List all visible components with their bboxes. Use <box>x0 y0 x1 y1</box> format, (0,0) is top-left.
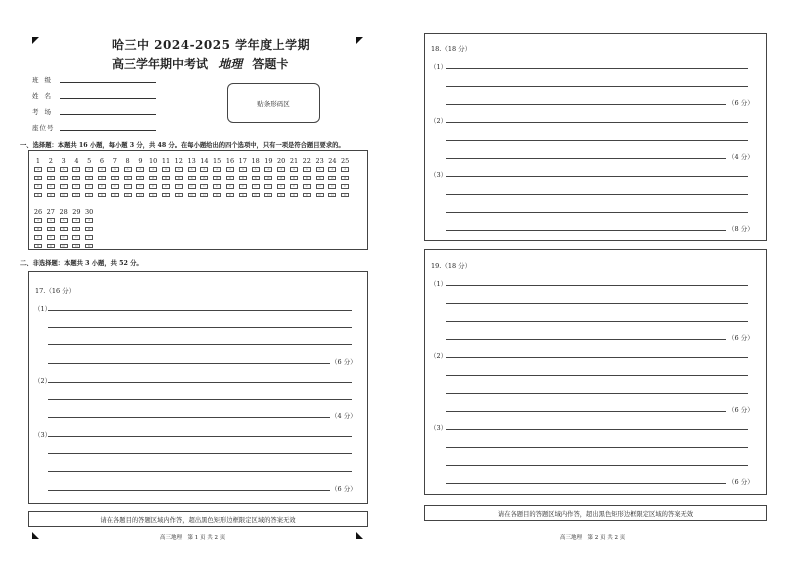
answer-line[interactable] <box>48 344 352 345</box>
mc-option-bubble[interactable]: A <box>226 167 234 172</box>
mc-option-bubble[interactable]: D <box>239 193 247 198</box>
mc-option-bubble[interactable]: D <box>98 193 106 198</box>
answer-line[interactable] <box>48 453 352 454</box>
answer-line[interactable] <box>446 375 748 376</box>
q17-title: 17.（16 分） <box>35 287 76 295</box>
mc-option-bubble[interactable]: A <box>111 167 119 172</box>
mc-option-bubble[interactable]: C <box>60 184 68 189</box>
mc-option-bubble[interactable]: B <box>98 176 106 181</box>
footer-page2: 高三地理 第 2 页 共 2 页 <box>560 535 626 541</box>
mc-option-bubble[interactable]: B <box>213 176 221 181</box>
mc-option-bubble[interactable]: B <box>60 227 68 232</box>
mc-option-bubble[interactable]: C <box>34 184 42 189</box>
mc-option-bubble[interactable]: C <box>341 184 349 189</box>
mc-option-bubble[interactable]: B <box>316 176 324 181</box>
answer-line[interactable] <box>48 327 352 328</box>
mc-option-bubble[interactable]: B <box>34 227 42 232</box>
mc-option-bubble[interactable]: A <box>136 167 144 172</box>
answer-line[interactable] <box>48 310 352 311</box>
mc-option-bubble[interactable]: A <box>72 167 80 172</box>
mc-question-number: 12 <box>174 157 183 165</box>
mc-option-bubble[interactable]: D <box>162 193 170 198</box>
mc-question-number: 22 <box>302 157 311 165</box>
mc-option-bubble[interactable]: C <box>72 235 80 240</box>
q19-title: 19.（18 分） <box>431 262 472 270</box>
mc-option-bubble[interactable]: D <box>303 193 311 198</box>
mc-option-bubble[interactable]: B <box>149 176 157 181</box>
answer-line[interactable] <box>48 363 330 364</box>
mc-question-number: 21 <box>289 157 299 165</box>
mc-option-bubble[interactable]: C <box>85 235 93 240</box>
q17-part-label: （3） <box>34 431 52 439</box>
mc-option-bubble[interactable]: D <box>188 193 196 198</box>
q17-part-score: （4 分） <box>331 412 357 420</box>
mc-option-bubble[interactable]: D <box>60 193 68 198</box>
corner-mark-bottom-right <box>356 532 363 539</box>
mc-option-bubble[interactable]: A <box>60 218 68 223</box>
mc-question-number: 28 <box>59 208 68 216</box>
mc-option-bubble[interactable]: B <box>47 176 55 181</box>
exam-title-line2 <box>112 55 288 72</box>
exam-title-grade: 高三学年期中考试 <box>112 57 209 71</box>
section2-title: 二、非选择题：本题共 3 小题，共 52 分。 <box>20 260 143 267</box>
q18-part-score: （8 分） <box>728 225 754 233</box>
info-label-seat: 座位号 <box>32 124 55 132</box>
mc-option-bubble[interactable]: D <box>136 193 144 198</box>
mc-option-bubble[interactable]: C <box>188 184 196 189</box>
answer-line[interactable] <box>446 230 726 231</box>
mc-question-number: 29 <box>72 208 81 216</box>
mc-question-number: 3 <box>61 157 66 165</box>
mc-option-bubble[interactable]: A <box>85 167 93 172</box>
mc-option-bubble[interactable]: C <box>316 184 324 189</box>
mc-option-bubble[interactable]: D <box>34 193 42 198</box>
mc-option-bubble[interactable]: D <box>149 193 157 198</box>
info-label-room: 考场 <box>32 108 57 116</box>
mc-option-bubble[interactable]: A <box>175 167 183 172</box>
q19-part-label: （3） <box>430 424 448 432</box>
mc-option-bubble[interactable]: D <box>111 193 119 198</box>
mc-option-bubble[interactable]: A <box>290 167 298 172</box>
q19-part-label: （1） <box>430 280 448 288</box>
mc-option-bubble[interactable]: C <box>47 235 55 240</box>
mc-option-bubble[interactable]: B <box>72 176 80 181</box>
mc-question-number: 2 <box>48 157 53 165</box>
mc-question-number: 7 <box>112 157 117 165</box>
mc-option-bubble[interactable]: B <box>175 176 183 181</box>
mc-question-number: 25 <box>341 157 350 165</box>
mc-option-bubble[interactable]: C <box>124 184 132 189</box>
mc-question-number: 6 <box>99 157 105 165</box>
mc-option-bubble[interactable]: A <box>239 167 247 172</box>
info-field-room[interactable] <box>60 114 156 115</box>
mc-option-bubble[interactable]: A <box>316 167 324 172</box>
mc-question-number: 8 <box>125 157 130 165</box>
mc-question-number: 5 <box>87 157 92 165</box>
mc-option-bubble[interactable]: A <box>264 167 272 172</box>
mc-option-bubble[interactable]: D <box>341 193 349 198</box>
mc-option-bubble[interactable]: A <box>252 167 260 172</box>
mc-option-bubble[interactable]: A <box>277 167 285 172</box>
q19-part-score: （6 分） <box>728 334 754 342</box>
q17-part-label: （1） <box>34 305 52 313</box>
corner-mark-bottom-left <box>32 532 39 539</box>
mc-option-bubble[interactable]: C <box>252 184 260 189</box>
answer-line[interactable] <box>446 194 748 195</box>
exam-title-subject: 地理 <box>218 57 243 71</box>
mc-option-bubble[interactable]: D <box>72 193 80 198</box>
mc-option-bubble[interactable]: C <box>303 184 311 189</box>
mc-option-bubble[interactable]: D <box>124 193 132 198</box>
exam-title-line1: 哈三中 2024-2025 学年度上学期 <box>112 38 311 52</box>
mc-option-bubble[interactable]: A <box>213 167 221 172</box>
mc-option-bubble[interactable]: D <box>316 193 324 198</box>
mc-option-bubble[interactable]: B <box>264 176 272 181</box>
mc-option-bubble[interactable]: B <box>277 176 285 181</box>
mc-option-bubble[interactable]: A <box>34 218 42 223</box>
mc-option-bubble[interactable]: A <box>124 167 132 172</box>
mc-option-bubble[interactable]: D <box>175 193 183 198</box>
mc-option-bubble[interactable]: A <box>98 167 106 172</box>
mc-option-bubble[interactable]: B <box>200 176 208 181</box>
mc-option-bubble[interactable]: B <box>188 176 196 181</box>
mc-option-bubble[interactable]: D <box>252 193 260 198</box>
q17-part-score: （6 分） <box>331 358 357 366</box>
mc-option-bubble[interactable]: D <box>47 244 55 249</box>
mc-question-number: 4 <box>74 157 79 165</box>
mc-option-bubble[interactable]: A <box>47 218 55 223</box>
answer-line[interactable] <box>446 285 748 286</box>
mc-option-bubble[interactable]: B <box>328 176 336 181</box>
q18-part-score: （4 分） <box>728 153 754 161</box>
q19-part-score: （6 分） <box>728 406 754 414</box>
mc-option-bubble[interactable]: B <box>34 176 42 181</box>
answer-line[interactable] <box>446 158 726 159</box>
notice-box-right <box>424 505 767 521</box>
mc-option-bubble[interactable]: D <box>60 244 68 249</box>
mc-option-bubble[interactable]: D <box>290 193 298 198</box>
mc-option-bubble[interactable]: C <box>277 184 285 189</box>
mc-question-number: 20 <box>277 157 286 165</box>
mc-option-bubble[interactable]: B <box>252 176 260 181</box>
mc-question-number: 18 <box>251 157 260 165</box>
info-field-class[interactable] <box>60 82 156 83</box>
mc-option-bubble[interactable]: D <box>34 244 42 249</box>
mc-option-bubble[interactable]: B <box>226 176 234 181</box>
mc-option-bubble[interactable]: A <box>188 167 196 172</box>
mc-option-bubble[interactable]: A <box>47 167 55 172</box>
mc-option-bubble[interactable]: C <box>213 184 221 189</box>
mc-option-bubble[interactable]: A <box>34 167 42 172</box>
info-label-name: 姓名 <box>32 92 57 100</box>
mc-option-bubble[interactable]: A <box>341 167 349 172</box>
mc-question-number: 9 <box>138 157 143 165</box>
answer-line[interactable] <box>48 382 352 383</box>
mc-option-bubble[interactable]: B <box>303 176 311 181</box>
mc-option-bubble[interactable]: A <box>85 218 93 223</box>
notice-text-left: 请在各题目的答题区域内作答，超出黑色矩形边框限定区域的答案无效 <box>100 516 296 524</box>
mc-option-bubble[interactable]: D <box>200 193 208 198</box>
answer-line[interactable] <box>446 447 748 448</box>
mc-option-bubble[interactable]: B <box>290 176 298 181</box>
q18-part-label: （3） <box>430 171 448 179</box>
q17-part-score: （6 分） <box>331 485 357 493</box>
answer-line[interactable] <box>446 339 726 340</box>
mc-option-bubble[interactable]: C <box>47 184 55 189</box>
notice-text-right: 请在各题目的答题区域内作答，超出黑色矩形边框限定区域的答案无效 <box>497 510 694 518</box>
mc-option-bubble[interactable]: D <box>226 193 234 198</box>
answer-line[interactable] <box>446 86 748 87</box>
mc-option-bubble[interactable]: A <box>200 167 208 172</box>
mc-option-bubble[interactable]: B <box>60 176 68 181</box>
mc-option-bubble[interactable]: B <box>85 176 93 181</box>
mc-option-bubble[interactable]: B <box>136 176 144 181</box>
answer-line[interactable] <box>446 176 748 177</box>
answer-line[interactable] <box>48 399 352 400</box>
answer-line[interactable] <box>446 321 748 322</box>
mc-option-bubble[interactable]: B <box>85 227 93 232</box>
answer-line[interactable] <box>48 417 330 418</box>
mc-option-bubble[interactable]: B <box>162 176 170 181</box>
answer-line[interactable] <box>446 303 748 304</box>
mc-option-bubble[interactable]: D <box>85 244 93 249</box>
mc-option-bubble[interactable]: C <box>226 184 234 189</box>
mc-question-number: 16 <box>225 157 235 165</box>
info-field-seat[interactable] <box>60 130 156 131</box>
mc-option-bubble[interactable]: B <box>72 227 80 232</box>
q18-answer-box <box>424 33 767 241</box>
mc-question-number: 10 <box>149 157 158 165</box>
mc-option-bubble[interactable]: C <box>60 235 68 240</box>
mc-option-bubble[interactable]: A <box>303 167 311 172</box>
mc-option-bubble[interactable]: C <box>136 184 144 189</box>
mc-option-bubble[interactable]: C <box>264 184 272 189</box>
q17-part-label: （2） <box>34 377 52 385</box>
barcode-area <box>227 83 320 123</box>
mc-option-bubble[interactable]: C <box>200 184 208 189</box>
answer-line[interactable] <box>446 483 726 484</box>
notice-box-left <box>28 511 368 527</box>
mc-option-bubble[interactable]: C <box>290 184 298 189</box>
mc-option-bubble[interactable]: D <box>47 193 55 198</box>
answer-line[interactable] <box>446 411 726 412</box>
mc-option-bubble[interactable]: B <box>341 176 349 181</box>
info-label-class: 班级 <box>32 76 57 84</box>
corner-mark-top-left <box>32 37 39 44</box>
mc-option-bubble[interactable]: A <box>149 167 157 172</box>
mc-option-bubble[interactable]: C <box>98 184 106 189</box>
mc-option-bubble[interactable]: C <box>111 184 119 189</box>
exam-title-card: 答题卡 <box>252 57 289 71</box>
answer-line[interactable] <box>48 471 352 472</box>
mc-option-bubble[interactable]: D <box>85 193 93 198</box>
barcode-label: 贴条形码区 <box>257 99 290 108</box>
mc-option-bubble[interactable]: C <box>162 184 170 189</box>
mc-question-number: 24 <box>328 157 337 165</box>
q18-part-label: （1） <box>430 63 448 71</box>
info-field-name[interactable] <box>60 98 156 99</box>
q17-answer-box <box>28 271 368 504</box>
mc-option-bubble[interactable]: A <box>328 167 336 172</box>
q18-title: 18.（18 分） <box>431 45 472 53</box>
mc-question-number: 13 <box>187 157 196 165</box>
mc-question-number: 23 <box>315 157 324 165</box>
answer-line[interactable] <box>446 122 748 123</box>
mc-option-bubble[interactable]: D <box>277 193 285 198</box>
answer-line[interactable] <box>446 68 748 69</box>
mc-option-bubble[interactable]: B <box>111 176 119 181</box>
mc-question-number: 27 <box>46 208 55 216</box>
mc-question-number: 17 <box>238 157 247 165</box>
footer-page1: 高三地理 第 1 页 共 2 页 <box>160 535 226 541</box>
answer-line[interactable] <box>446 140 748 141</box>
mc-question-number: 19 <box>264 157 273 165</box>
mc-option-bubble[interactable]: B <box>47 227 55 232</box>
mc-question-number: 30 <box>85 208 94 216</box>
q18-part-label: （2） <box>430 117 448 125</box>
mc-option-bubble[interactable]: A <box>162 167 170 172</box>
mc-option-bubble[interactable]: D <box>72 244 80 249</box>
mc-option-bubble[interactable]: C <box>239 184 247 189</box>
mc-option-bubble[interactable]: D <box>264 193 272 198</box>
mc-option-bubble[interactable]: C <box>72 184 80 189</box>
answer-line[interactable] <box>446 357 748 358</box>
answer-line[interactable] <box>48 436 352 437</box>
mc-question-number: 26 <box>33 208 43 216</box>
section1-title: 一、选择题：本题共 16 小题，每小题 3 分，共 48 分。在每小题给出的四个选项中，只有一项是符合题目要求的。 <box>20 142 345 149</box>
mc-option-bubble[interactable]: C <box>149 184 157 189</box>
mc-option-bubble[interactable]: D <box>213 193 221 198</box>
mc-option-bubble[interactable]: A <box>72 218 80 223</box>
answer-line[interactable] <box>446 393 748 394</box>
mc-question-number: 14 <box>200 157 209 165</box>
mc-option-bubble[interactable]: C <box>175 184 183 189</box>
answer-line[interactable] <box>446 465 748 466</box>
mc-option-bubble[interactable]: B <box>124 176 132 181</box>
mc-option-bubble[interactable]: B <box>239 176 247 181</box>
mc-question-number: 1 <box>35 157 41 165</box>
corner-mark-top-right <box>356 37 363 44</box>
mc-question-number: 11 <box>161 157 171 165</box>
q18-part-score: （6 分） <box>728 99 754 107</box>
mc-question-number: 15 <box>213 157 222 165</box>
mc-option-bubble[interactable]: D <box>328 193 336 198</box>
answer-line[interactable] <box>446 212 748 213</box>
q19-part-score: （6 分） <box>728 478 754 486</box>
mc-option-bubble[interactable]: C <box>85 184 93 189</box>
mc-option-bubble[interactable]: A <box>60 167 68 172</box>
q19-part-label: （2） <box>430 352 448 360</box>
answer-line[interactable] <box>446 429 748 430</box>
mc-option-bubble[interactable]: C <box>328 184 336 189</box>
answer-line[interactable] <box>48 490 330 491</box>
answer-line[interactable] <box>446 104 726 105</box>
mc-option-bubble[interactable]: C <box>34 235 42 240</box>
